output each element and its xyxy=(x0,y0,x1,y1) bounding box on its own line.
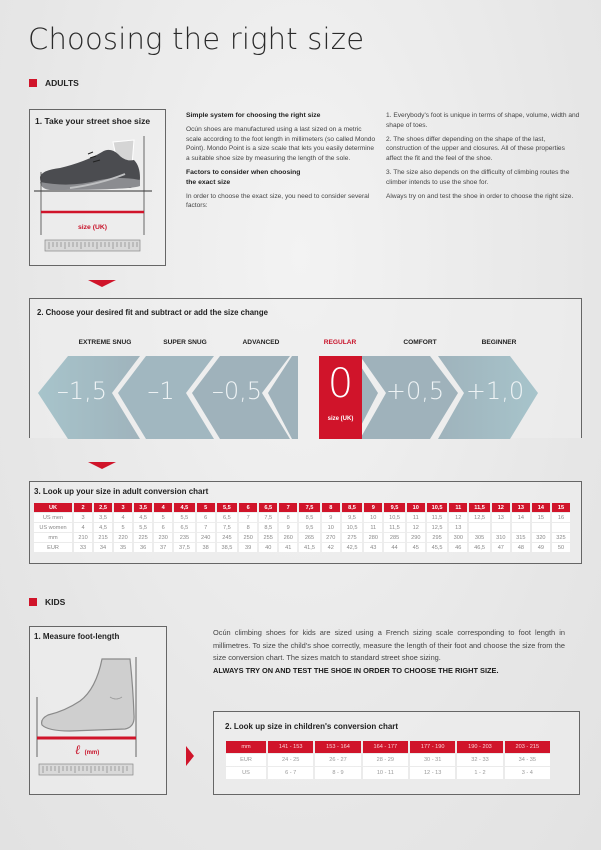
table-cell: 5 xyxy=(197,503,215,512)
table-row xyxy=(226,767,550,779)
section-label: ADULTS xyxy=(45,78,79,88)
table-cell: 9,5 xyxy=(342,513,362,522)
table-cell: 12,5 xyxy=(427,523,447,532)
fit-label-extreme-snug: EXTREME SNUG xyxy=(78,339,132,346)
table-cell: 11,5 xyxy=(427,513,447,522)
table-cell: 26 - 27 xyxy=(315,754,360,766)
fit-label-beginner: BEGINNER xyxy=(481,339,517,346)
table-cell: 33 xyxy=(74,543,92,552)
table-cell: 4,5 xyxy=(174,503,194,512)
table-cell: 7,5 xyxy=(217,523,237,532)
table-cell xyxy=(512,523,530,532)
foot-length-label xyxy=(30,741,144,759)
table-cell: 10 - 11 xyxy=(363,767,408,779)
table-cell: 9 xyxy=(322,513,340,522)
table-cell: 3,5 xyxy=(134,503,152,512)
table-cell: 36 xyxy=(134,543,152,552)
step3-adult-chart-box xyxy=(29,481,582,564)
fit-label-regular: REGULAR xyxy=(323,339,357,346)
table-cell: 141 - 153 xyxy=(268,741,313,753)
table-cell xyxy=(532,523,550,532)
table-cell: 7 xyxy=(197,523,215,532)
section-marker-icon xyxy=(29,598,37,606)
table-cell: 47 xyxy=(492,543,510,552)
table-cell: 285 xyxy=(384,533,404,542)
row-label: EUR xyxy=(34,543,72,552)
table-cell: 11 xyxy=(407,513,425,522)
table-cell: 4 xyxy=(114,513,132,522)
table-cell: 45,5 xyxy=(427,543,447,552)
table-cell: 15 xyxy=(532,513,550,522)
table-cell: 305 xyxy=(469,533,489,542)
table-row xyxy=(34,543,570,552)
table-cell: 240 xyxy=(197,533,215,542)
table-cell: 4 xyxy=(154,503,172,512)
table-cell: 44 xyxy=(384,543,404,552)
table-cell: 225 xyxy=(134,533,152,542)
table-cell: 5,5 xyxy=(174,513,194,522)
table-cell: 9 xyxy=(279,523,297,532)
table-cell: 250 xyxy=(239,533,257,542)
step3-title: 3. Look up your size in adult conversion chart xyxy=(34,487,209,496)
kids-step2-title: 2. Look up size in children's conversion chart xyxy=(225,722,399,731)
table-cell: 38,5 xyxy=(217,543,237,552)
step2-title: 2. Choose your desired fit and subtract or add the size change xyxy=(37,308,268,317)
table-cell: 10,5 xyxy=(342,523,362,532)
table-cell: 315 xyxy=(512,533,530,542)
fit-label-advanced: ADVANCED xyxy=(242,339,280,346)
table-cell: 32 - 33 xyxy=(457,754,502,766)
kids-intro-paragraph: Ocún climbing shoes for kids are sized using a French sizing scale corresponding to foot length in millimetres. To size the child's shoe correctly, measure the length of their foot and choose the size from the size conversion chart. The sizes match to standard street shoe sizing. xyxy=(213,628,565,663)
table-cell: 1 - 2 xyxy=(457,767,502,779)
table-cell: 8 xyxy=(239,523,257,532)
table-cell: 6 xyxy=(239,503,257,512)
table-cell: 8,5 xyxy=(342,503,362,512)
table-cell: 12 xyxy=(492,503,510,512)
table-cell: 6 xyxy=(197,513,215,522)
table-cell: 12,5 xyxy=(469,513,489,522)
table-cell: 12 - 13 xyxy=(410,767,455,779)
table-cell: 30 - 31 xyxy=(410,754,455,766)
step1-street-shoe-box xyxy=(29,109,166,266)
table-header-row xyxy=(226,741,550,753)
table-cell: 10 xyxy=(407,503,425,512)
fit-value-super-snug: –1 xyxy=(147,377,175,405)
fit-value-extreme-snug: –1,5 xyxy=(56,377,108,405)
table-cell: 50 xyxy=(552,543,570,552)
fit-value-comfort: +0,5 xyxy=(385,377,445,405)
table-cell: 10,5 xyxy=(427,503,447,512)
factors-paragraph: In order to choose the exact size, you need to consider several factors: xyxy=(186,192,370,210)
row-label: US xyxy=(226,767,266,779)
table-cell: 49 xyxy=(532,543,550,552)
table-cell: 28 - 29 xyxy=(363,754,408,766)
factor-item: 2. The shoes differ depending on the shape of the last, construction of the upper and closures. All of these properties affect the fit and the feel of the shoe. xyxy=(386,135,565,162)
table-cell: 40 xyxy=(259,543,277,552)
table-cell: 37,5 xyxy=(174,543,194,552)
fit-value-beginner: +1,0 xyxy=(465,377,525,405)
table-header-row xyxy=(34,503,570,512)
table-row xyxy=(34,513,570,522)
shoe-measure-illustration xyxy=(30,110,167,267)
table-cell: 220 xyxy=(114,533,132,542)
factor-item: 3. The size also depends on the difficulty of climbing routes the climber intends to use the shoe for. xyxy=(386,168,570,186)
kids-step1-box xyxy=(29,626,167,795)
table-cell: 13 xyxy=(449,523,467,532)
table-cell: 48 xyxy=(512,543,530,552)
intro-paragraph: Ocún shoes are manufactured using a last sized on a metric scale according to the foot length in millimeters (so called Mondo Point). Mondo Point is a size scale that lets you easily determine a suitable shoe size by measuring the length of the sole. xyxy=(186,126,376,162)
table-cell: 3 - 4 xyxy=(505,767,550,779)
table-cell: 34 xyxy=(94,543,112,552)
fit-regular-sub-label: size (UK) xyxy=(327,416,354,422)
table-cell: 8 xyxy=(279,513,297,522)
table-cell: 6 - 7 xyxy=(268,767,313,779)
table-cell xyxy=(469,523,489,532)
kids-chart-box xyxy=(213,711,580,795)
table-cell: 6,5 xyxy=(174,523,194,532)
table-cell: 8 - 9 xyxy=(315,767,360,779)
kids-intro-text xyxy=(213,627,565,677)
table-cell: 5 xyxy=(154,513,172,522)
table-cell: 235 xyxy=(174,533,194,542)
intro-heading: Simple system for choosing the right size xyxy=(186,112,321,119)
table-cell: 190 - 203 xyxy=(457,741,502,753)
adults-intro-text xyxy=(186,111,378,215)
table-cell: 9,5 xyxy=(299,523,319,532)
table-cell: 5,5 xyxy=(217,503,237,512)
row-label: mm xyxy=(34,533,72,542)
table-cell: 8 xyxy=(322,503,340,512)
kids-conversion-table xyxy=(224,740,552,780)
table-cell: 11,5 xyxy=(384,523,404,532)
table-cell: 24 - 25 xyxy=(268,754,313,766)
table-cell: 6 xyxy=(154,523,172,532)
factors-heading-line1: Factors to consider when choosing xyxy=(186,168,301,176)
table-cell: 11 xyxy=(364,523,382,532)
table-row xyxy=(34,533,570,542)
row-label: EUR xyxy=(226,754,266,766)
table-cell: 325 xyxy=(552,533,570,542)
table-cell: 35 xyxy=(114,543,132,552)
table-cell: 245 xyxy=(217,533,237,542)
fit-value-advanced: –0,5 xyxy=(211,377,263,405)
factor-item: 1. Everybody's foot is unique in terms of shape, volume, width and shape of toes. xyxy=(386,112,580,129)
section-marker-icon xyxy=(29,79,37,87)
table-cell: 12 xyxy=(449,513,467,522)
fit-value-regular: 0 xyxy=(327,361,354,407)
table-cell: 5 xyxy=(114,523,132,532)
table-cell: 300 xyxy=(449,533,467,542)
arrow-right-icon xyxy=(186,746,194,766)
kids-step1-title: 1. Measure foot-length xyxy=(34,632,120,641)
table-cell: 38 xyxy=(197,543,215,552)
table-cell: 203 - 215 xyxy=(505,741,550,753)
table-cell: 2 xyxy=(74,503,92,512)
adult-conversion-table xyxy=(32,502,572,553)
table-cell: 177 - 190 xyxy=(410,741,455,753)
section-header-adults xyxy=(29,78,79,88)
table-cell: 4,5 xyxy=(94,523,112,532)
table-cell: 3 xyxy=(114,503,132,512)
table-cell: 3,5 xyxy=(94,513,112,522)
table-cell: 46 xyxy=(449,543,467,552)
table-cell: 10 xyxy=(364,513,382,522)
table-cell: 41 xyxy=(279,543,297,552)
row-label: UK xyxy=(34,503,72,512)
size-uk-label: size (UK) xyxy=(77,224,108,231)
table-cell: 280 xyxy=(364,533,382,542)
table-cell: 10,5 xyxy=(384,513,404,522)
table-cell: 37 xyxy=(154,543,172,552)
table-cell: 230 xyxy=(154,533,172,542)
table-cell: 16 xyxy=(552,513,570,522)
page-title: Choosing the right size xyxy=(28,22,365,56)
length-unit: (mm) xyxy=(84,750,100,756)
table-cell: 15 xyxy=(552,503,570,512)
table-cell: 2,5 xyxy=(94,503,112,512)
table-cell: 7 xyxy=(279,503,297,512)
table-cell: 14 xyxy=(512,513,530,522)
table-cell: 11,5 xyxy=(469,503,489,512)
table-cell: 42,5 xyxy=(342,543,362,552)
table-cell: 153 - 164 xyxy=(315,741,360,753)
table-cell: 9,5 xyxy=(384,503,404,512)
table-cell: 275 xyxy=(342,533,362,542)
row-label: mm xyxy=(226,741,266,753)
table-cell: 7,5 xyxy=(259,513,277,522)
table-cell: 14 xyxy=(532,503,550,512)
table-cell: 3 xyxy=(74,513,92,522)
arrow-down-icon xyxy=(88,462,116,469)
section-label: KIDS xyxy=(45,597,66,607)
length-symbol: ℓ xyxy=(74,743,81,758)
table-cell: 42 xyxy=(322,543,340,552)
table-cell: 255 xyxy=(259,533,277,542)
table-cell: 8,5 xyxy=(299,513,319,522)
factor-item: Always try on and test the shoe in order to choose the right size. xyxy=(386,192,574,200)
fit-label-super-snug: SUPER SNUG xyxy=(163,339,207,346)
table-cell xyxy=(492,523,510,532)
factors-heading-line2: the exact size xyxy=(186,178,231,186)
kids-intro-warning: ALWAYS TRY ON AND TEST THE SHOE IN ORDER TO CHOOSE THE RIGHT SIZE. xyxy=(213,665,499,675)
table-cell: 4 xyxy=(74,523,92,532)
table-row xyxy=(34,523,570,532)
table-cell: 7,5 xyxy=(299,503,319,512)
table-cell: 270 xyxy=(322,533,340,542)
step2-fit-box xyxy=(29,298,582,438)
table-cell: 13 xyxy=(512,503,530,512)
table-cell: 260 xyxy=(279,533,297,542)
row-label: US women xyxy=(34,523,72,532)
table-cell: 6,5 xyxy=(217,513,237,522)
section-header-kids xyxy=(29,597,65,607)
table-cell xyxy=(552,523,570,532)
table-cell: 215 xyxy=(94,533,112,542)
step1-title: 1. Take your street shoe size xyxy=(35,116,151,126)
table-cell: 41,5 xyxy=(299,543,319,552)
table-cell: 5,5 xyxy=(134,523,152,532)
table-cell: 290 xyxy=(407,533,425,542)
table-cell: 45 xyxy=(407,543,425,552)
table-cell: 320 xyxy=(532,533,550,542)
table-cell: 9 xyxy=(364,503,382,512)
table-cell: 43 xyxy=(364,543,382,552)
table-cell: 8,5 xyxy=(259,523,277,532)
table-cell: 295 xyxy=(427,533,447,542)
table-cell: 210 xyxy=(74,533,92,542)
foot-measure-illustration xyxy=(30,627,168,796)
factors-list xyxy=(386,111,580,206)
table-cell: 12 xyxy=(407,523,425,532)
table-cell: 265 xyxy=(299,533,319,542)
table-cell: 13 xyxy=(492,513,510,522)
fit-label-comfort: COMFORT xyxy=(403,339,437,346)
arrow-down-icon xyxy=(88,280,116,287)
table-cell: 6,5 xyxy=(259,503,277,512)
table-cell: 310 xyxy=(492,533,510,542)
table-cell: 46,5 xyxy=(469,543,489,552)
table-cell: 11 xyxy=(449,503,467,512)
table-cell: 7 xyxy=(239,513,257,522)
table-cell: 39 xyxy=(239,543,257,552)
table-cell: 4,5 xyxy=(134,513,152,522)
table-cell: 10 xyxy=(322,523,340,532)
table-cell: 34 - 35 xyxy=(505,754,550,766)
fit-chevrons-graphic xyxy=(30,299,583,439)
table-row xyxy=(226,754,550,766)
row-label: US men xyxy=(34,513,72,522)
table-cell: 164 - 177 xyxy=(363,741,408,753)
